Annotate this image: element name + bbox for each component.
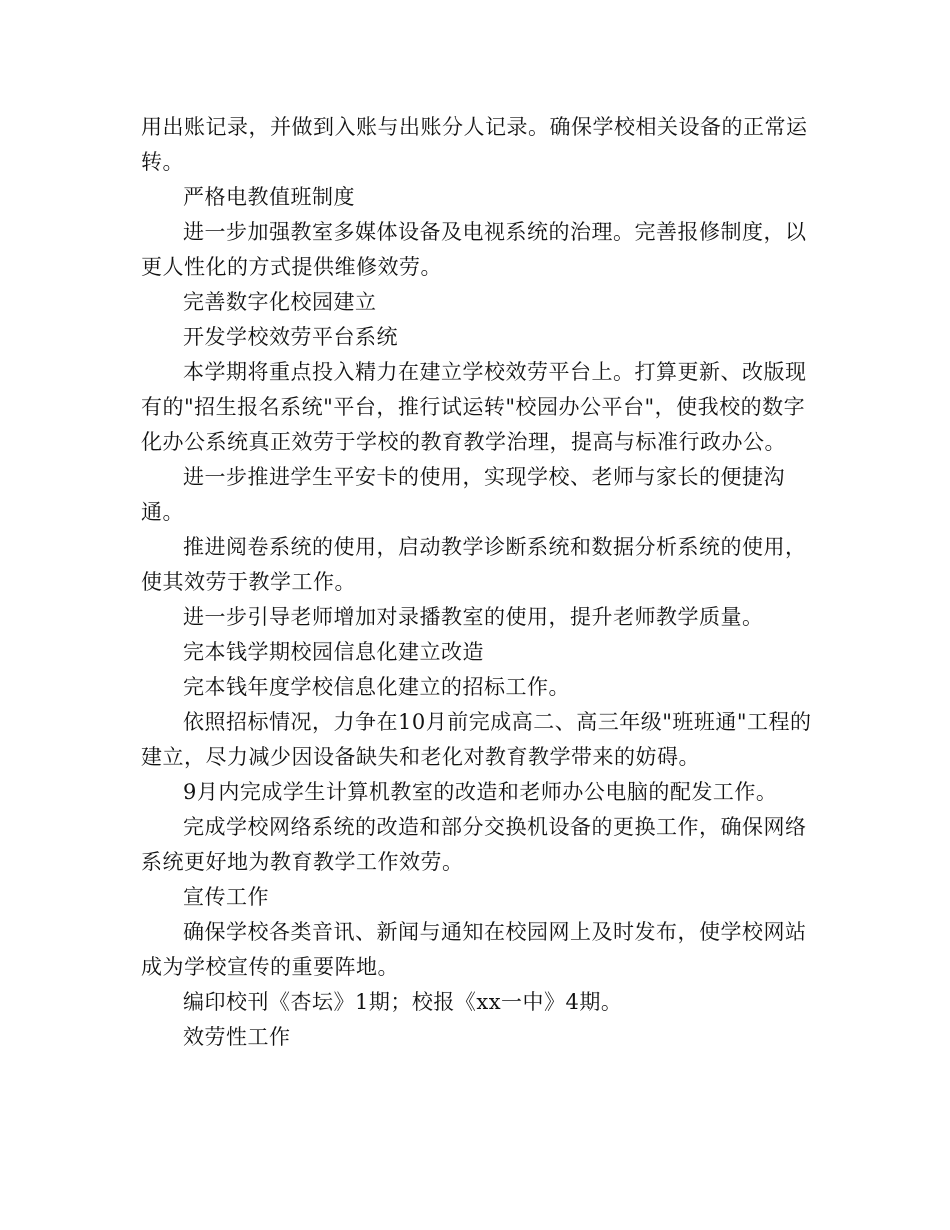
- paragraph: 依照招标情况，力争在10月前完成高二、高三年级"班班通"工程的建立，尽力减少因设备缺失和老化对教育教学带来的妨碍。: [141, 710, 812, 769]
- paragraph: 本学期将重点投入精力在建立学校效劳平台上。打算更新、改版现有的"招生报名系统"平台，推行试运转"校园办公平台"，使我校的数字化办公系统真正效劳于学校的教育教学治理，提高与标准行政办公。: [141, 360, 807, 454]
- paragraph: 推进阅卷系统的使用，启动教学诊断系统和数据分析系统的使用，使其效劳于教学工作。: [141, 535, 807, 594]
- section-heading-publicity: 宣传工作: [183, 885, 269, 909]
- paragraph: 确保学校各类音讯、新闻与通知在校园网上及时发布，使学校网站成为学校宣传的重要阵地。: [141, 920, 807, 979]
- section-heading-duty-system: 严格电教值班制度: [183, 185, 355, 209]
- paragraph: 完本钱年度学校信息化建立的招标工作。: [183, 675, 570, 699]
- paragraph: 进一步引导老师增加对录播教室的使用，提升老师教学质量。: [183, 605, 764, 629]
- paragraph: 完成学校网络系统的改造和部分交换机设备的更换工作，确保网络系统更好地为教育教学工作效劳。: [141, 815, 807, 874]
- section-heading-service-work: 效劳性工作: [183, 1025, 291, 1049]
- subsection-heading-service-platform: 开发学校效劳平台系统: [183, 325, 398, 349]
- paragraph: 进一步推进学生平安卡的使用，实现学校、老师与家长的便捷沟通。: [141, 465, 785, 524]
- paragraph-continuation: 用出账记录，并做到入账与出账分人记录。确保学校相关设备的正常运转。: [141, 115, 808, 174]
- section-heading-informatization: 完本钱学期校园信息化建立改造: [183, 640, 484, 664]
- paragraph: 编印校刊《杏坛》1期；校报《xx一中》4期。: [183, 990, 623, 1014]
- document-body: [141, 110, 821, 1055]
- section-heading-digital-campus: 完善数字化校园建立: [183, 290, 377, 314]
- paragraph: 进一步加强教室多媒体设备及电视系统的治理。完善报修制度，以更人性化的方式提供维修效劳。: [141, 220, 807, 279]
- paragraph: 9月内完成学生计算机教室的改造和老师办公电脑的配发工作。: [183, 780, 778, 804]
